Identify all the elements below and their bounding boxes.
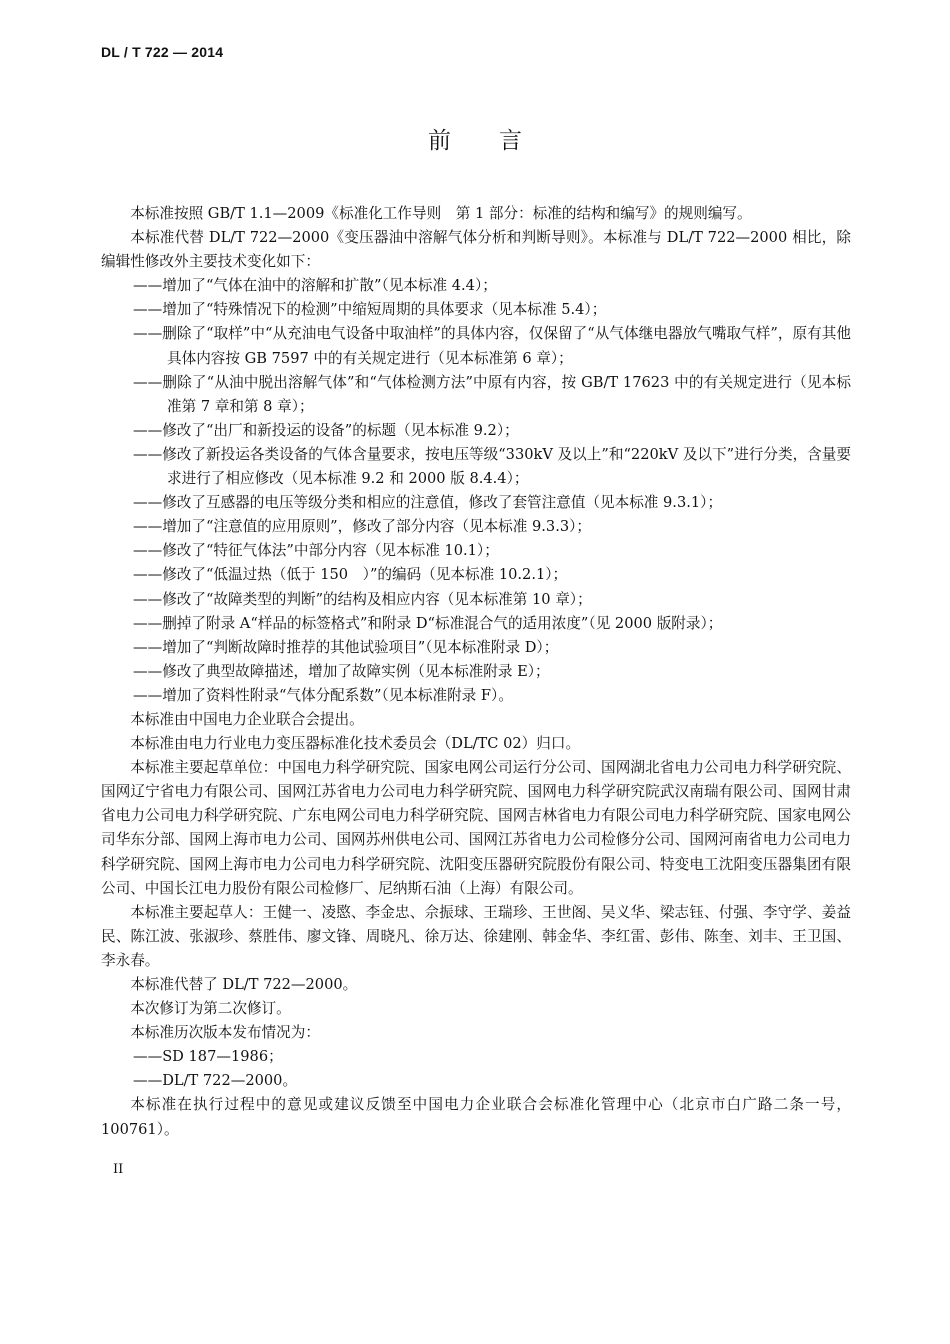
paragraph: 本标准按照 GB/T 1.1—2009《标准化工作导则 第 1 部分：标准的结构和编写》的规则编写。 [130,205,752,222]
change-list-item: ——SD 187—1986； [133,1048,283,1066]
paragraph: 本标准主要起草单位：中国电力科学研究院、国家电网公司运行分公司、国网湖北省电力公司电力科学研究院、国网辽宁省电力有限公司、国网江苏省电力公司电力科学研究院、国网电力科学研究院武汉南瑞有限公司、国网甘肃省电力公司电力科学研究院、广东电网公司电力科学研究院、国网吉林省电力有限公司电力科学研究院、国家电网公司华东分部、国网上海市电力公司、国网苏州供电公司、国网江苏省电力公司检修分公司、国网河南省电力公司电力科学研究院、国网上海市电力公司电力科学研究院、沈阳变压器研究院股份有限公司、特变电工沈阳变压器集团有限公司、中国长江电力股份有限公司检修厂、尼纳斯石油（上海）有限公司。 [101,759,851,897]
change-list-item: ——DL/T 722—2000。 [133,1072,298,1090]
paragraph: 本标准代替了 DL/T 722—2000。 [130,976,358,993]
change-list-item: ——修改了“低温过热（低于 150 ）”的编码（见本标准 10.2.1）； [133,566,568,584]
change-list-item: ——增加了资料性附录“气体分配系数”（见本标准附录 F）。 [133,686,513,704]
paragraph: 本标准历次版本发布情况为： [130,1024,320,1042]
change-list-item: ——增加了“注意值的应用原则”，修改了部分内容（见本标准 9.3.3）； [133,518,592,536]
change-list-item: ——删掉了附录 A“样品的标签格式”和附录 D“标准混合气的适用浓度”（见 2000 版附录）； [133,614,723,632]
change-list-item: ——修改了“特征气体法”中部分内容（见本标准 10.1）； [133,542,499,560]
change-list-item: ——修改了“出厂和新投运的设备”的标题（见本标准 9.2）； [133,421,519,439]
change-list-item: ——增加了“判断故障时推荐的其他试验项目”（见本标准附录 D）； [133,638,559,656]
paragraph: 本标准代替 DL/T 722—2000《变压器油中溶解气体分析和判断导则》。本标准与 DL/T 722—2000 相比，除编辑性修改外主要技术变化如下： [101,229,851,271]
change-list-item: ——增加了“气体在油中的溶解和扩散”（见本标准 4.4）； [133,277,497,295]
paragraph: 本次修订为第二次修订。 [130,1000,291,1018]
change-list-item: ——增加了“特殊情况下的检测”中缩短周期的具体要求（见本标准 5.4）； [133,301,607,319]
foreword-body [101,202,851,1142]
change-list-item: ——修改了新投运各类设备的气体含量要求，按电压等级“330kV 及以上”和“220kV 及以下”进行分类，含量要求进行了相应修改（见本标准 9.2 和 2000 版 8.4.4）； [133,445,851,488]
change-list-item: ——修改了典型故障描述，增加了故障实例（见本标准附录 E）； [133,662,550,680]
paragraph: 本标准主要起草人：王健一、凌愍、李金忠、佘振球、王瑞珍、王世阁、吴义华、梁志钰、付强、李守学、姜益民、陈江波、张淑珍、蔡胜伟、廖文锋、周晓凡、徐万达、徐建刚、韩金华、李红雷、彭伟、陈奎、刘丰、王卫国、李永春。 [101,903,851,969]
page-number: II [113,1162,124,1177]
change-list-item: ——修改了“故障类型的判断”的结构及相应内容（见本标准第 10 章）； [133,590,592,608]
paragraph: 本标准由中国电力企业联合会提出。 [130,710,364,728]
page-title: 前言 [428,128,570,154]
change-list-item: ——删除了“取样”中“从充油电气设备中取油样”的具体内容，仅保留了“从气体继电器放气嘴取气样”，原有其他具体内容按 GB 7597 中的有关规定进行（见本标准第 6 章）； [133,325,851,367]
document-code: DL / T 722 — 2014 [101,44,224,60]
paragraph: 本标准在执行过程中的意见或建议反馈至中国电力企业联合会标准化管理中心（北京市白广路二条一号，100761）。 [101,1096,851,1138]
paragraph: 本标准由电力行业电力变压器标准化技术委员会（DL/TC 02）归口。 [130,735,581,753]
change-list-item: ——修改了互感器的电压等级分类和相应的注意值，修改了套管注意值（见本标准 9.3.1）； [133,494,723,512]
change-list-item: ——删除了“从油中脱出溶解气体”和“气体检测方法”中原有内容，按 GB/T 17623 中的有关规定进行（见本标准第 7 章和第 8 章）； [133,373,851,415]
